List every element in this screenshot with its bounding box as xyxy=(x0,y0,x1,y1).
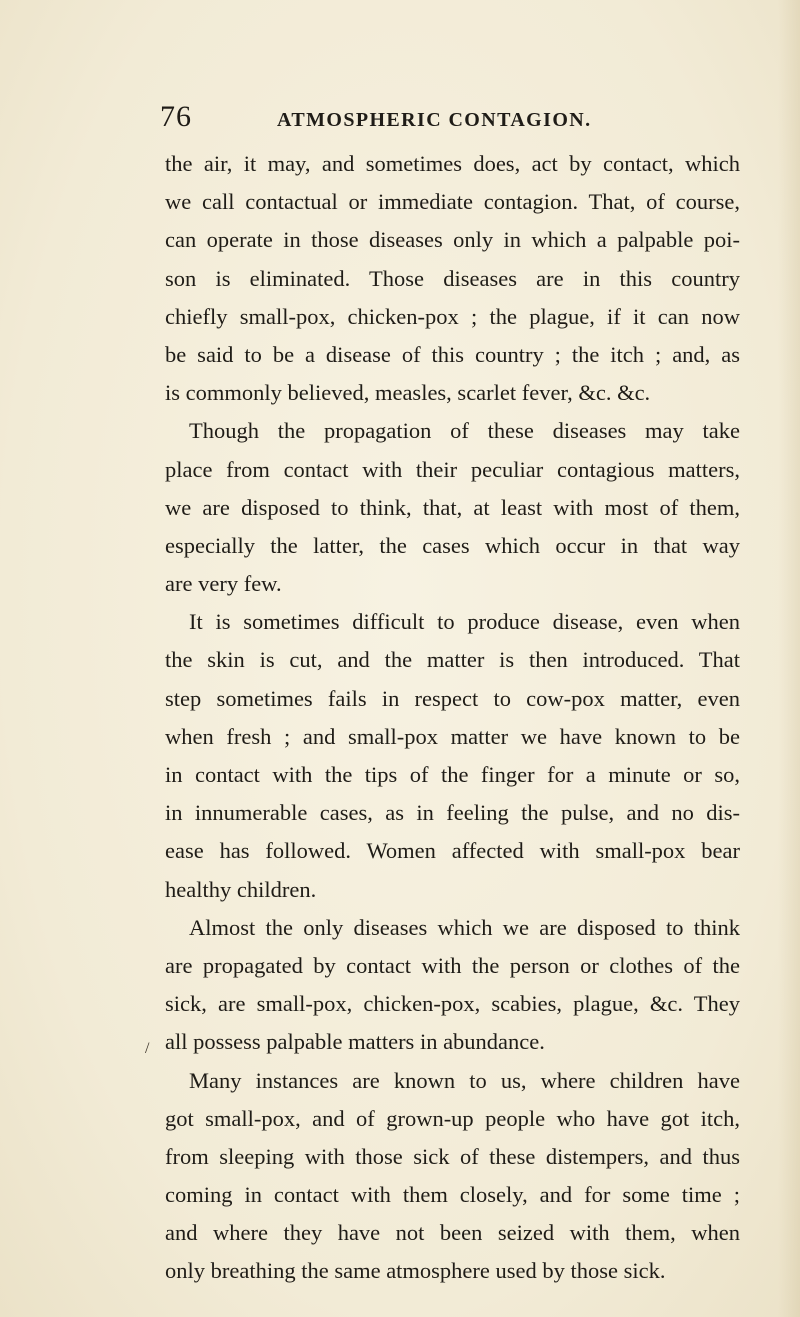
text-line: in contact with the tips of the finger for a minute or so, xyxy=(165,762,740,787)
text-line: especially the latter, the cases which occur in that way xyxy=(165,532,740,558)
text-line: the skin is cut, and the matter is then introduced. That xyxy=(165,647,740,673)
page-edge-shadow xyxy=(778,0,800,1317)
text-line: be said to be a disease of this country ; the itch ; and, as xyxy=(165,341,740,367)
text-line: Almost the only diseases which we are disposed to think xyxy=(189,914,740,940)
body-text xyxy=(165,145,740,1291)
text-line: ease has followed. Women affected with small-pox bear xyxy=(165,838,740,864)
text-line: only breathing the same atmosphere used by those sick. xyxy=(165,1258,666,1284)
margin-mark: / xyxy=(145,1040,150,1057)
running-title: ATMOSPHERIC CONTAGION. xyxy=(277,109,592,131)
text-line: the air, it may, and sometimes does, act by contact, which xyxy=(165,151,740,176)
text-line: chiefly small-pox, chicken-pox ; the plague, if it can now xyxy=(165,303,740,329)
text-line: Many instances are known to us, where children have xyxy=(189,1067,740,1093)
text-line: can operate in those diseases only in which a palpable poi- xyxy=(165,227,740,253)
text-line: sick, are small-pox, chicken-pox, scabies, plague, &c. They xyxy=(165,991,740,1017)
page-number: 76 xyxy=(160,100,192,133)
text-line: and where they have not been seized with them, when xyxy=(165,1220,740,1246)
text-line: in innumerable cases, as in feeling the pulse, and no dis- xyxy=(165,800,740,826)
text-line: place from contact with their peculiar contagious matters, xyxy=(165,456,740,482)
text-line: coming in contact with them closely, and for some time ; xyxy=(165,1182,740,1208)
page-header xyxy=(160,100,740,140)
text-line: got small-pox, and of grown-up people who have got itch, xyxy=(165,1105,740,1131)
text-line: are very few. xyxy=(165,571,282,597)
text-line: all possess palpable matters in abundance. xyxy=(165,1029,545,1055)
text-line: step sometimes fails in respect to cow-pox matter, even xyxy=(165,685,740,711)
text-line: we are disposed to think, that, at least with most of them, xyxy=(165,494,740,520)
text-line: son is eliminated. Those diseases are in this country xyxy=(165,265,740,291)
text-line: when fresh ; and small-pox matter we have known to be xyxy=(165,723,740,749)
text-line: are propagated by contact with the person or clothes of the xyxy=(165,952,740,978)
text-line: healthy children. xyxy=(165,876,317,902)
text-line: from sleeping with those sick of these distempers, and thus xyxy=(165,1143,740,1169)
text-line: It is sometimes difficult to produce disease, even when xyxy=(189,609,740,635)
text-line: Though the propagation of these diseases may take xyxy=(189,418,740,444)
text-line: is commonly believed, measles, scarlet fever, &c. &c. xyxy=(165,380,651,406)
text-line: we call contactual or immediate contagion. That, of course, xyxy=(165,189,740,215)
